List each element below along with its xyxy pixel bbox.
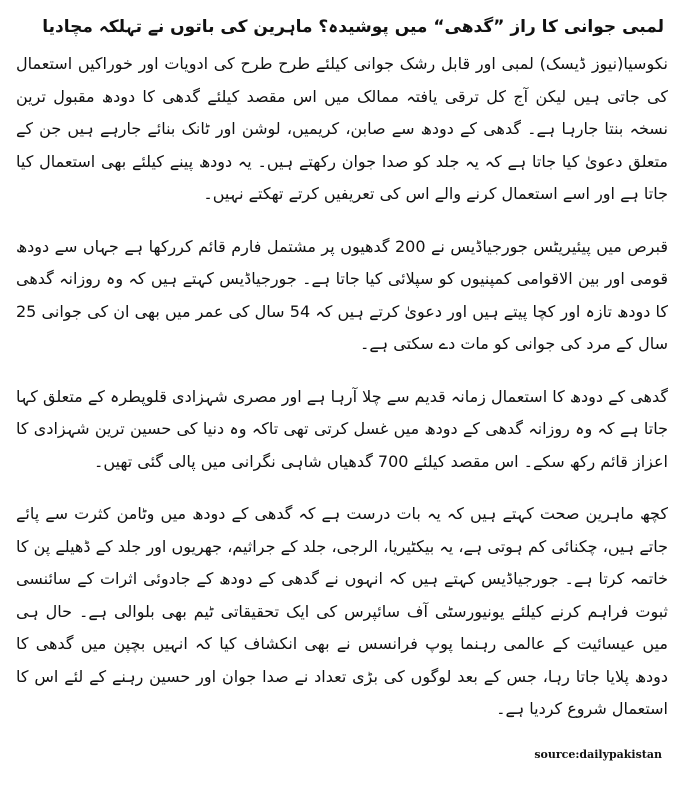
source-credit: source:dailypakistan bbox=[534, 747, 662, 761]
article-paragraph-3: گدھی کے دودھ کا استعمال زمانہ قدیم سے چلا آرہا ہے اور مصری شہزادی قلوپطرہ کے متعلق کہا جاتا ہے کہ وہ روزانہ گدھی کے دودھ میں غسل کرتی تھی تاکہ وہ دنیا کی حسین ترین شہزادی کا اعزاز قائم رکھ سکے۔ اس مقصد کیلئے 700 گدھیاں شاہی نگرانی میں پالی گئی تھیں۔ bbox=[16, 386, 668, 471]
article-paragraph-2: قبرص میں پیئیریٹس جورجیاڈیس نے 200 گدھیوں پر مشتمل فارم قائم کررکھا ہے جہاں سے دودھ قومی اور بین الاقوامی کمپنیوں کو سپلائی کیا جاتا ہے۔ جورجیاڈیس کہتے ہیں کہ وہ روزانہ گدھی کا دودھ تازہ اور کچا پیتے ہیں اور دعویٰ کرتے ہیں کہ 54 سال کی عمر میں بھی ان کی جوانی 25 سال کے مرد کی جوانی کو مات دے سکتی ہے۔ bbox=[16, 236, 668, 353]
article-paragraph-4: کچھ ماہرین صحت کہتے ہیں کہ یہ بات درست ہے کہ گدھی کے دودھ میں وٹامن کثرت سے پائے جاتے ہیں، چکنائی کم ہوتی ہے، یہ بیکٹیریا، الرجی، جلد کے جراثیم، جھریوں اور جلد کے ڈھیلے پن کا خاتمہ کرتا ہے۔ جورجیاڈیس کہتے ہیں کہ انہوں نے گدھی کے دودھ کے جادوئی اثرات کے سائنسی ثبوت فراہم کرنے کیلئے یونیورسٹی آف سائپرس کی ایک تحقیقاتی ٹیم بھی بلوالی ہے۔ حال ہی میں عیسائیت کے عالمی رہنما پوپ فرانسس نے بھی انکشاف کیا کہ انہیں بچپن میں گدھی کا دودھ پلایا جاتا رہا، جس کے بعد لوگوں کی بڑی تعداد نے صدا جوان اور حسین رہنے کے لئے اس کا استعمال شروع کردیا ہے۔ bbox=[16, 504, 669, 718]
article-title: لمبی جوانی کا راز ”گدھی“ میں پوشیدہ؟ ماہرین کی باتوں نے تہلکہ مچادیا bbox=[42, 17, 664, 37]
article-paragraph-1: نکوسیا(نیوز ڈیسک) لمبی اور قابل رشک جوانی کیلئے طرح طرح کی ادویات اور خوراکیں استعمال کی جاتی ہیں لیکن آج کل ترقی یافتہ ممالک میں اس مقصد کیلئے گدھی کا دودھ مقبول ترین نسخہ بنتا جارہا ہے۔ گدھی کے دودھ سے صابن، کریمیں، لوشن اور ٹانک بنائے جارہے ہیں جن کے متعلق دعویٰ کیا جاتا ہے کہ یہ جلد کو صدا جوان رکھتے ہیں۔ یہ دودھ پینے کیلئے بھی استعمال کیا جاتا ہے اور اسے استعمال کرنے والے اس کی تعریفیں کرتے تھکتے نہیں۔ bbox=[16, 54, 668, 203]
